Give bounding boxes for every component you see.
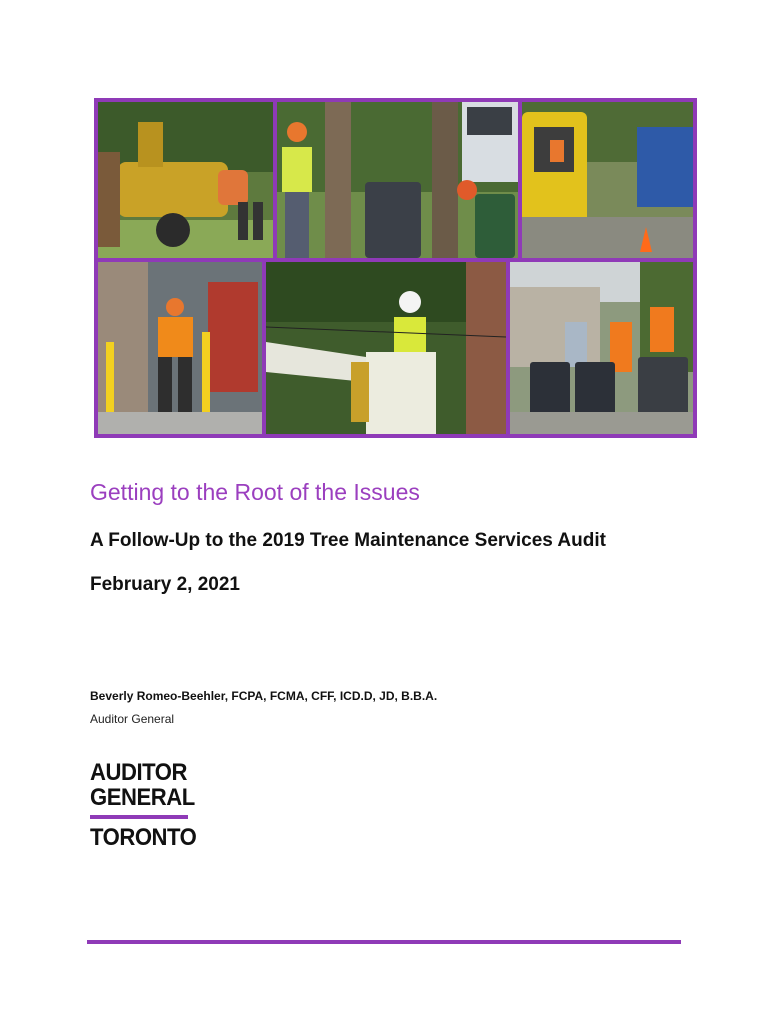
logo-line-general: GENERAL bbox=[90, 784, 195, 811]
report-title: Getting to the Root of the Issues bbox=[90, 479, 420, 505]
author-role: Auditor General bbox=[90, 712, 175, 726]
photo-bucket-lift bbox=[266, 262, 506, 434]
photo-street-with-bins bbox=[510, 262, 693, 434]
author-name: Beverly Romeo-Beehler, FCPA, FCMA, CFF, ICD.D, JD, B.B.A. bbox=[90, 689, 438, 703]
report-date: February 2, 2021 bbox=[90, 574, 240, 595]
auditor-general-toronto-logo bbox=[90, 760, 200, 850]
cover-photo-collage bbox=[94, 98, 697, 438]
report-subtitle: A Follow-Up to the 2019 Tree Maintenance Services Audit bbox=[90, 530, 606, 551]
logo-divider bbox=[90, 815, 188, 819]
footer-divider bbox=[87, 940, 681, 944]
photo-worker-with-bins bbox=[277, 102, 518, 258]
photo-truck-cab bbox=[522, 102, 693, 258]
logo-line-auditor: AUDITOR bbox=[90, 759, 187, 786]
logo-line-toronto: TORONTO bbox=[90, 824, 197, 851]
photo-store-entrance bbox=[98, 262, 262, 434]
photo-wood-chipper bbox=[98, 102, 273, 258]
